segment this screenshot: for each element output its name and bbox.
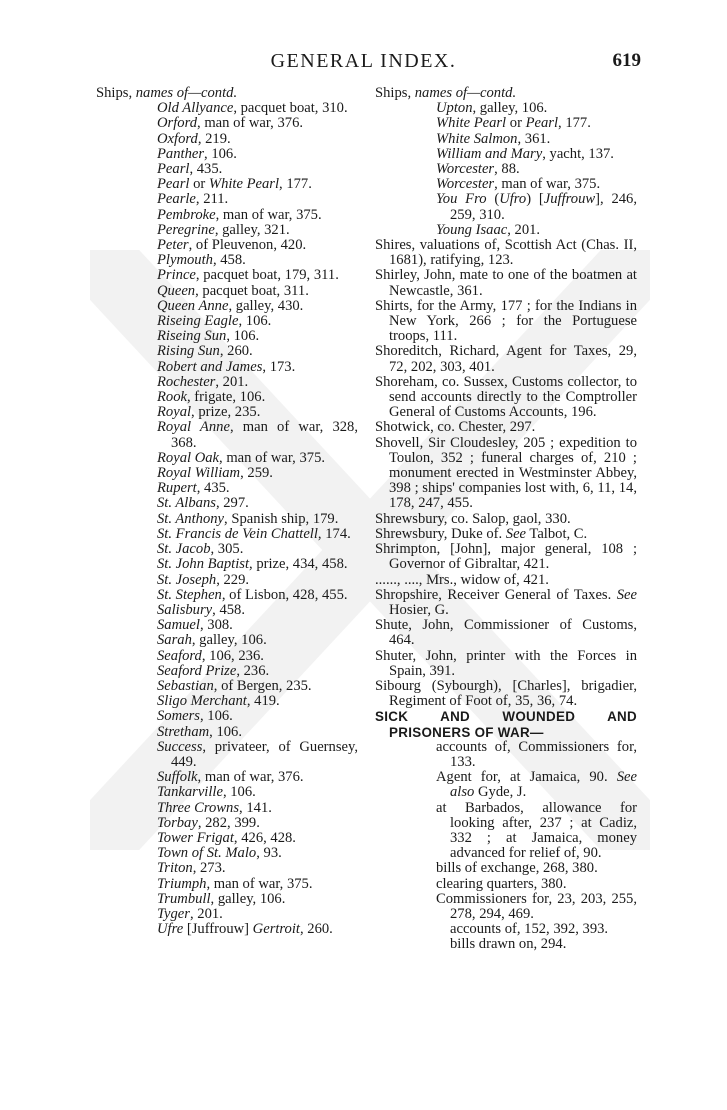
entry-text: , of Bergen, 235. [213,677,312,694]
index-entry [375,542,637,572]
index-subentry [375,223,637,238]
italic-text: Tower Frigat [157,829,234,846]
index-subentry [96,892,358,907]
index-subentry [96,877,358,892]
entry-text: Hosier, G. [389,601,449,618]
index-subentry [96,375,358,390]
index-subentry [96,466,358,481]
index-subentry [96,846,358,861]
entry-text: , 219. [197,130,231,147]
italic-text: Royal Oak [157,449,220,466]
entry-text: , prize, 235. [191,404,261,421]
index-subentry [375,101,637,116]
italic-text: Three Crowns [157,799,240,816]
index-subentry [96,512,358,527]
entry-text: , pacquet boat, 311. [195,282,309,299]
index-subentry [375,116,637,131]
entry-text: SICK AND WOUNDED AND PRISONERS OF WAR— [375,709,637,740]
italic-text: Rook [157,389,187,406]
entry-text: , galley, 106. [210,890,286,907]
index-subentry [96,390,358,405]
italic-text: Pearl [157,176,190,193]
index-subentry [96,268,358,283]
italic-text: Seaford Prize [157,662,237,679]
italic-text: Riseing Eagle [157,313,239,330]
index-subentry [375,892,637,922]
italic-text: St. Jacob [157,541,211,558]
index-subentry [96,907,358,922]
index-subentry [96,344,358,359]
index-subentry [96,177,358,192]
entry-text: Ships, [96,85,136,101]
index-subentry [375,770,637,800]
entry-text: , man of war, 376. [197,115,304,132]
entry-text: , pacquet boat, 179, 311. [195,267,339,284]
italic-text: Torbay [157,814,198,831]
italic-text: Ufre [157,921,184,938]
italic-text: Seaford [157,647,202,664]
entry-text: , frigate, 106. [187,389,266,406]
entry-text: , 426, 428. [233,829,296,846]
index-subentry [96,603,358,618]
index-subentry [96,816,358,831]
italic-text: St. Joseph [157,571,217,588]
page-number: 619 [612,50,641,71]
index-entry [375,238,637,268]
italic-text: Pearl [525,115,559,132]
entry-text: , galley, 321. [214,221,290,238]
italic-text: Triton [157,860,193,877]
entry-text: , of Lisbon, 428, 455. [221,586,348,603]
index-subentry [96,101,358,116]
entry-text: Shute, John, Commissioner of Customs, 464. [375,617,637,649]
italic-text: Sebastian [157,677,214,694]
index-subentry [96,725,358,740]
index-subentry [96,253,358,268]
entry-text: Shotwick, co. Chester, 297. [375,419,536,436]
entry-text: , 177. [279,176,312,193]
italic-text: Success [157,738,203,755]
index-subentry [375,177,637,192]
italic-text: names of—contd. [414,85,517,101]
index-subentry [96,573,358,588]
italic-text: Salisbury [157,601,213,618]
index-subentry [96,633,358,648]
index-subentry [96,314,358,329]
index-subentry [96,223,358,238]
entry-text: , man of war, 375. [494,176,601,193]
index-subentry [96,116,358,131]
italic-text: St. Anthony [157,510,225,527]
entry-text: , privateer, of Guernsey, 449. [171,738,358,770]
entry-text: Shuter, John, printer with the Forces in Spain, 391. [375,647,637,679]
index-subentry [96,147,358,162]
entry-text: ], 246, 259, 310. [450,191,637,223]
entry-text: Shrewsbury, co. Salop, gaol, 330. [375,510,571,527]
index-subentry [96,420,358,450]
entry-text: Talbot, C. [526,525,588,542]
entry-text: bills of exchange, 268, 380. [436,860,598,877]
italic-text: St. Albans [157,495,216,512]
index-entry [375,420,637,435]
italic-text: Royal William [157,465,241,482]
entry-text: Shoreditch, Richard, Agent for Taxes, 29, 72, 202, 303, 401. [375,343,637,375]
entry-text: Shovell, Sir Cloudesley, 205 ; expedition to Toulon, 352 ; funeral charges of, 210 ; monument erected in Westminster Abbey, 398 ; ships' companies lost with, 6, 11, 14, 178, 247, 455. [375,434,637,512]
index-entry [375,299,637,345]
italic-text: White Pearl [436,115,507,132]
index-subentry [375,937,637,952]
index-subentry [96,329,358,344]
entry-text: , 211. [195,191,229,208]
index-subentry [96,542,358,557]
index-subentry [375,801,637,862]
index-entry [375,527,637,542]
italic-text: St. Stephen [157,586,222,603]
index-subentry [96,922,358,937]
italic-text: White Salmon [436,130,518,147]
italic-text: St. Francis de Vein Chattell [157,525,318,542]
entry-text: Shirley, John, mate to one of the boatmen at Newcastle, 361. [375,267,637,299]
index-subentry [96,527,358,542]
index-entry [375,436,637,512]
index-subentry [96,785,358,800]
entry-text: Shires, valuations of, Scottish Act (Chas. II, 1681), ratifying, 123. [375,237,637,269]
entry-text: , prize, 434, 458. [249,556,348,573]
index-entry [375,649,637,679]
italic-text: Riseing Sun [157,328,227,345]
italic-text: Peter [157,237,189,254]
entry-text: , man of war, 375. [206,875,313,892]
index-subentry [96,405,358,420]
index-subentry [96,679,358,694]
index-subentry [96,831,358,846]
italic-text: See [616,586,637,603]
entry-text: , galley, 430. [228,297,304,314]
italic-text: Trumbull [157,890,211,907]
index-subentry [375,740,637,770]
entry-text: clearing quarters, 380. [436,875,567,892]
index-subentry [375,877,637,892]
running-title: GENERAL INDEX. [270,50,457,72]
entry-text: , 259. [240,465,273,482]
entry-text: bills drawn on, 294. [450,936,567,953]
italic-text: See also [450,769,637,801]
italic-text: Sarah [157,632,192,649]
entry-text: , 260. [299,921,333,938]
entry-text: , man of war, 376. [197,769,304,786]
index-column-right [375,86,637,953]
index-entry [375,268,637,298]
italic-text: Pearl [157,161,190,178]
index-entry [375,618,637,648]
italic-text: Tyger [157,905,190,922]
index-subentry [375,192,637,222]
italic-text: Queen Anne [157,297,229,314]
italic-text: Triumph [157,875,207,892]
index-entry [375,679,637,709]
entry-text: , 177. [558,115,591,132]
italic-text: Worcester [436,161,495,178]
entry-text: , 435. [189,161,223,178]
italic-text: William and Mary [436,145,543,162]
italic-text: Peregrine [157,221,215,238]
entry-text: , 282, 399. [197,814,260,831]
entry-text: , 419. [246,693,280,710]
italic-text: Ufro [499,191,527,208]
index-entry [375,86,637,101]
index-entry [375,375,637,421]
italic-text: Plymouth [157,252,213,269]
entry-text: , 173. [262,358,296,375]
italic-text: Juffrouw [543,191,596,208]
italic-text: Samuel [157,617,200,634]
entry-text: , 106. [204,145,237,162]
entry-text: , Spanish ship, 179. [224,510,339,527]
entry-text: , yacht, 137. [542,145,614,162]
italic-text: Prince [157,267,196,284]
entry-text: ( [486,191,500,208]
italic-text: Rochester [157,373,216,390]
entry-text: , 260. [219,343,253,360]
italic-text: Queen [157,282,196,299]
italic-text: Robert and James [157,358,263,375]
page-header [0,48,727,78]
index-entry [375,573,637,588]
entry-text: , man of war, 375. [215,206,322,223]
index-subentry [96,664,358,679]
index-subentry [96,208,358,223]
entry-text: , galley, 106. [191,632,267,649]
index-subentry [375,147,637,162]
entry-text: , 93. [256,845,282,862]
italic-text: Rising Sun [157,343,220,360]
entry-text: Shropshire, Receiver General of Taxes. [375,586,617,603]
entry-text: or [189,176,209,193]
index-subentry [96,284,358,299]
italic-text: names of—contd. [135,85,238,101]
entry-text: or [506,115,526,132]
index-subentry [96,481,358,496]
entry-text: Shrimpton, [John], major general, 108 ; Governor of Gibraltar, 421. [375,541,637,573]
index-subentry [96,557,358,572]
index-subentry [96,740,358,770]
index-subentry [96,770,358,785]
italic-text: Rupert [157,480,197,497]
index-subentry [96,618,358,633]
entry-text: , 106. [226,328,260,345]
italic-text: Oxford [157,130,198,147]
entry-text: , 201. [189,905,223,922]
index-subentry [96,162,358,177]
italic-text: Suffolk [157,769,198,786]
italic-text: Town of St. Malo [157,845,257,862]
entry-text: , 458. [212,601,245,618]
entry-text: Gyde, J. [474,784,527,801]
entry-text: , 236. [236,662,270,679]
entry-text: ......, ...., Mrs., widow of, 421. [375,571,549,588]
italic-text: Orford [157,115,198,132]
index-subentry [96,588,358,603]
entry-text: , 106. [238,313,272,330]
entry-text: accounts of, Commissioners for, 133. [436,738,637,770]
index-heading [375,709,637,739]
entry-text: , man of war, 375. [219,449,326,466]
italic-text: Pembroke [157,206,216,223]
entry-text: , 361. [517,130,551,147]
italic-text: You Fro [436,191,487,208]
entry-text: , 201. [215,373,249,390]
index-subentry [96,192,358,207]
entry-text: Shrewsbury, Duke of. [375,525,506,542]
index-subentry [96,132,358,147]
index-subentry [96,299,358,314]
entry-text: , 106. [222,784,256,801]
index-subentry [96,451,358,466]
entry-text: , 297. [215,495,249,512]
italic-text: White Pearl [208,176,280,193]
entry-text: , 305. [210,541,244,558]
entry-text: , galley, 106. [472,100,548,117]
entry-text: , 458. [212,252,246,269]
italic-text: Upton [436,100,473,117]
italic-text: Panther [157,145,205,162]
index-entry [96,86,358,101]
italic-text: Stretham [157,723,210,740]
index-subentry [375,861,637,876]
entry-text: , 435. [196,480,230,497]
entry-text: , 174. [317,525,351,542]
italic-text: Old Allyance [157,100,234,117]
index-subentry [96,360,358,375]
italic-text: Royal Anne [157,419,230,436]
index-subentry [96,496,358,511]
entry-text: , 106, 236. [201,647,264,664]
entry-text: Commissioners for, 23, 203, 255, 278, 294, 469. [436,890,637,922]
entry-text: , of Pleuvenon, 420. [188,237,307,254]
index-subentry [96,238,358,253]
index-subentry [375,132,637,147]
index-subentry [96,694,358,709]
entry-text: , 141. [239,799,272,816]
entry-text: , 106. [199,708,233,725]
index-subentry [96,801,358,816]
entry-text: , 201. [507,221,541,238]
italic-text: Tankarville [157,784,223,801]
entry-text: Shirts, for the Army, 177 ; for the Indians in New York, 266 ; for the Portuguese troops, 111. [375,297,637,345]
entry-text: at Barbados, allowance for looking after, 237 ; at Cadiz, 332 ; at Jamaica, money advanced for relief of, 90. [436,799,637,862]
italic-text: Young Isaac [436,221,508,238]
index-subentry [375,162,637,177]
entry-text: , pacquet boat, 310. [233,100,348,117]
index-entry [375,512,637,527]
index-entry [375,344,637,374]
italic-text: Somers [157,708,200,725]
entry-text: , 273. [192,860,226,877]
index-column-left [96,86,358,937]
index-subentry [96,709,358,724]
entry-text: ) [ [526,191,544,208]
italic-text: Sligo Merchant [157,693,247,710]
entry-text: , man of war, 328, 368. [171,419,358,451]
entry-text: , 229. [216,571,250,588]
index-subentry [375,922,637,937]
entry-text: , 88. [494,161,520,178]
entry-text: Shoreham, co. Sussex, Customs collector, to send accounts directly to the Comptroller General of Customs Accounts, 196. [375,373,637,421]
entry-text: accounts of, 152, 392, 393. [450,921,609,938]
italic-text: Gertroit [252,921,300,938]
italic-text: Worcester [436,176,495,193]
italic-text: Pearle [157,191,196,208]
entry-text: Sibourg (Sybourgh), [Charles], brigadier, Regiment of Foot of, 35, 36, 74. [375,677,637,710]
entry-text: , 308. [199,617,233,634]
italic-text: St. John Baptist [157,556,250,573]
entry-text: , 106. [209,723,242,740]
entry-text: Agent for, at Jamaica, 90. [436,769,617,786]
index-entry [375,588,637,618]
italic-text: Royal [157,404,192,421]
index-subentry [96,861,358,876]
italic-text: See [505,525,527,542]
entry-text: [Juffrouw] [183,921,253,938]
index-subentry [96,649,358,664]
entry-text: Ships, [375,85,415,101]
